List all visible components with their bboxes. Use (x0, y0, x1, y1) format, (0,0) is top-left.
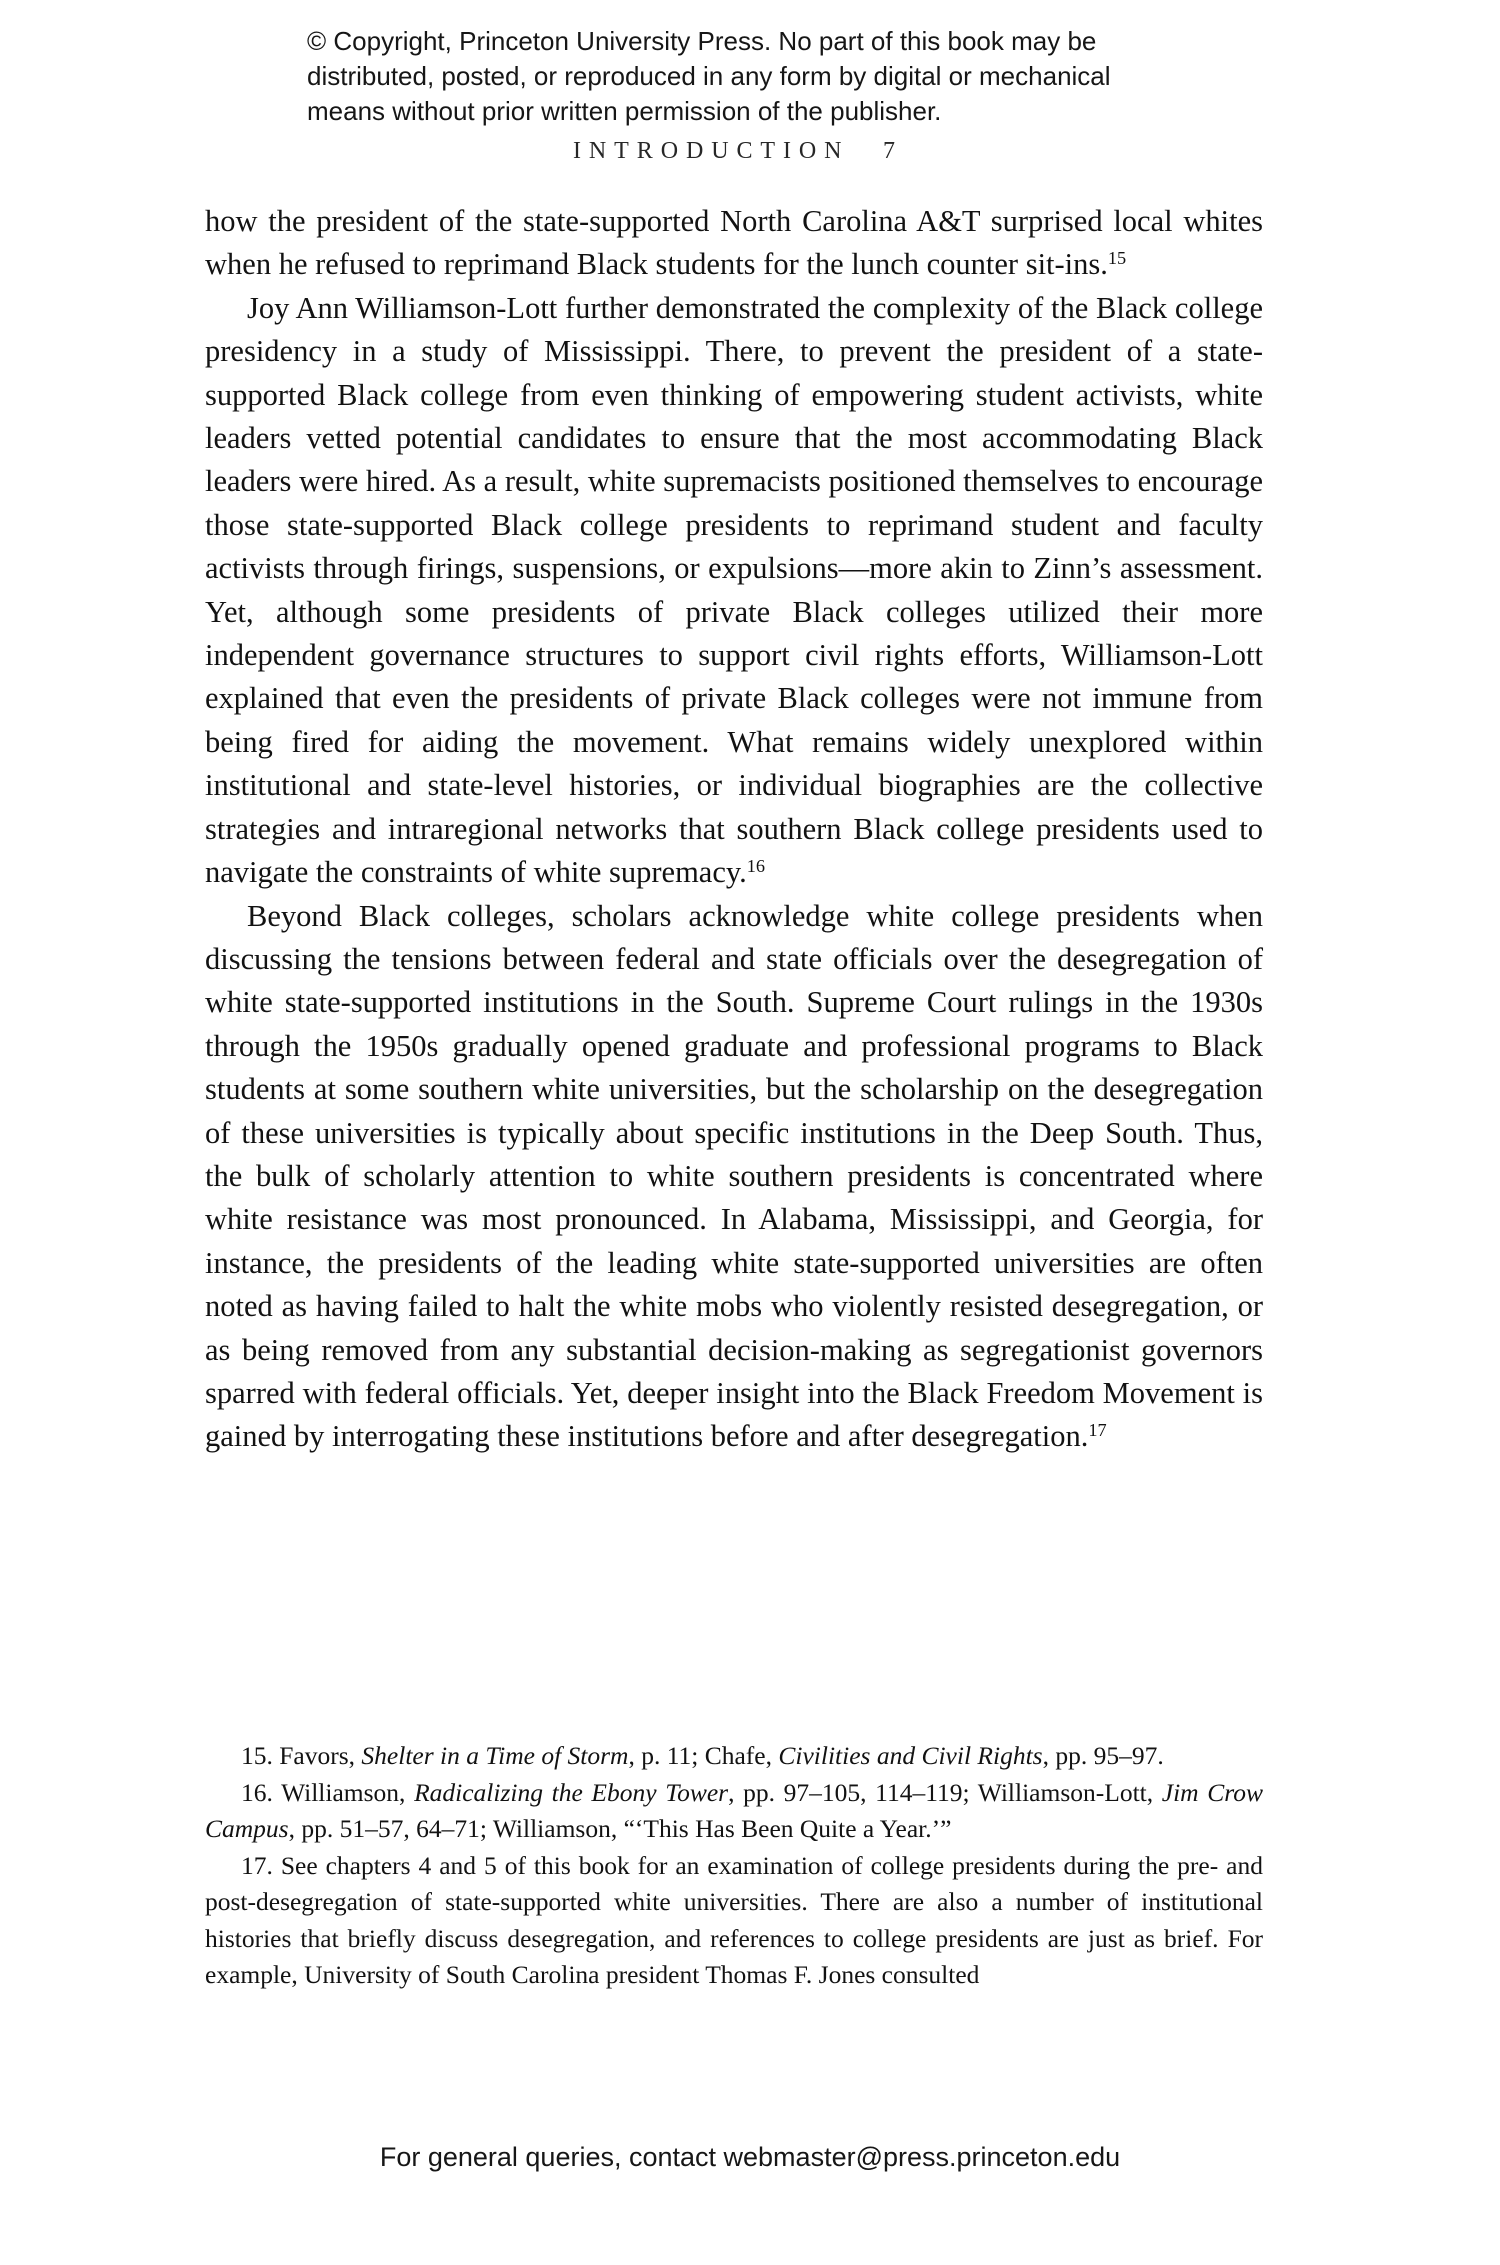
paragraph-text: Beyond Black colleges, scholars acknowledge white college presidents when discussing the tensions between federal and state officials over the desegregation of white state-supported institutions in the South. Supreme Court rulings in the 1930s through the 1950s gradually opened graduate and professional programs to Black students at some southern white universities, but the scholarship on the desegregation of these universities is typically about specific institutions in the Deep South. Thus, the bulk of scholarly attention to white southern presidents is concentrated where white resistance was most pronounced. In Alabama, Mississippi, and Georgia, for instance, the presidents of the leading white state-supported universities are often noted as having failed to halt the white mobs who violently resisted desegregation, or as being removed from any substantial decision-making as segregationist governors sparred with federal officials. Yet, deeper insight into the Black Freedom Movement is gained by interrogating these institutions before and after desegregation. (205, 898, 1263, 1454)
footnote-text: 15. Favors, (241, 1741, 362, 1770)
footnote-text-italic: Civilities and Civil Rights (778, 1741, 1043, 1770)
footnotes (205, 1738, 1263, 1994)
running-head (205, 138, 1263, 165)
paragraph-text: Joy Ann Williamson-Lott further demonstrated the complexity of the Black college presidency in a study of Mississippi. There, to prevent the president of a state-supported Black college from even thinking of empowering student activists, white leaders vetted potential candidates to ensure that the most accommodating Black leaders were hired. As a result, white supremacists positioned themselves to encourage those state-supported Black college presidents to reprimand student and faculty activists through firings, suspensions, or expulsions—more akin to Zinn’s assessment. Yet, although some presidents of private Black colleges utilized their more independent governance structures to support civil rights efforts, Williamson-Lott explained that even the presidents of private Black colleges were not immune from being fired for aiding the movement. What remains widely unexplored within institutional and state-level histories, or individual biographies are the collective strategies and intraregional networks that southern Black college presidents used to navigate the constraints of white supremacy. (205, 290, 1263, 890)
footnote-text: , p. 11; Chafe, (628, 1741, 779, 1770)
footnote-text: , pp. 51–57, 64–71; Williamson, “‘This Has Been Quite a Year.’” (288, 1814, 952, 1843)
footnote (205, 1775, 1263, 1848)
copyright-line: means without prior written permission of the publisher. (307, 96, 942, 126)
footnote (205, 1848, 1263, 1994)
copyright-notice (307, 24, 1111, 129)
copyright-line: distributed, posted, or reproduced in any form by digital or mechanical (307, 61, 1111, 91)
footnote-text: 16. Williamson, (241, 1777, 415, 1807)
page-number: 7 (882, 138, 895, 164)
paragraph (205, 895, 1263, 1459)
footnote (205, 1738, 1263, 1775)
page-footer-query-line: For general queries, contact webmaster@press.princeton.edu (379, 2142, 1121, 2172)
footnote-text: 17. See chapters 4 and 5 of this book for an examination of college presidents during the pre- and post-desegregation of state-supported white universities. There are also a number of institutional histories that briefly discuss desegregation, and references to college presidents are just as brief. For example, University of South Carolina president Thomas F. Jones consulted (205, 1850, 1263, 1989)
footnote-text-italic: Radicalizing the Ebony Tower (414, 1777, 729, 1807)
paragraph (205, 287, 1263, 895)
paragraph-text: how the president of the state-supported North Carolina A&T surprised local whites when he refused to reprimand Black students for the lunch counter sit-ins. (205, 204, 1263, 282)
footnote-text: , pp. 97–105, 114–119; Williamson-Lott, (728, 1777, 1162, 1807)
body-text (205, 200, 1263, 1459)
footnote-marker: 15 (1107, 248, 1127, 269)
footnote-marker: 16 (746, 856, 766, 877)
footnote-text-italic: Jim Crow Campus (205, 1777, 1263, 1843)
footnote-text-italic: Shelter in a Time of Storm (361, 1741, 629, 1770)
footnote-marker: 17 (1088, 1420, 1107, 1441)
footnote-text: , pp. 95–97. (1042, 1741, 1164, 1770)
paragraph (205, 200, 1263, 287)
chapter-title: INTRODUCTION (573, 138, 850, 164)
copyright-line: © Copyright, Princeton University Press. No part of this book may be (307, 26, 1097, 56)
